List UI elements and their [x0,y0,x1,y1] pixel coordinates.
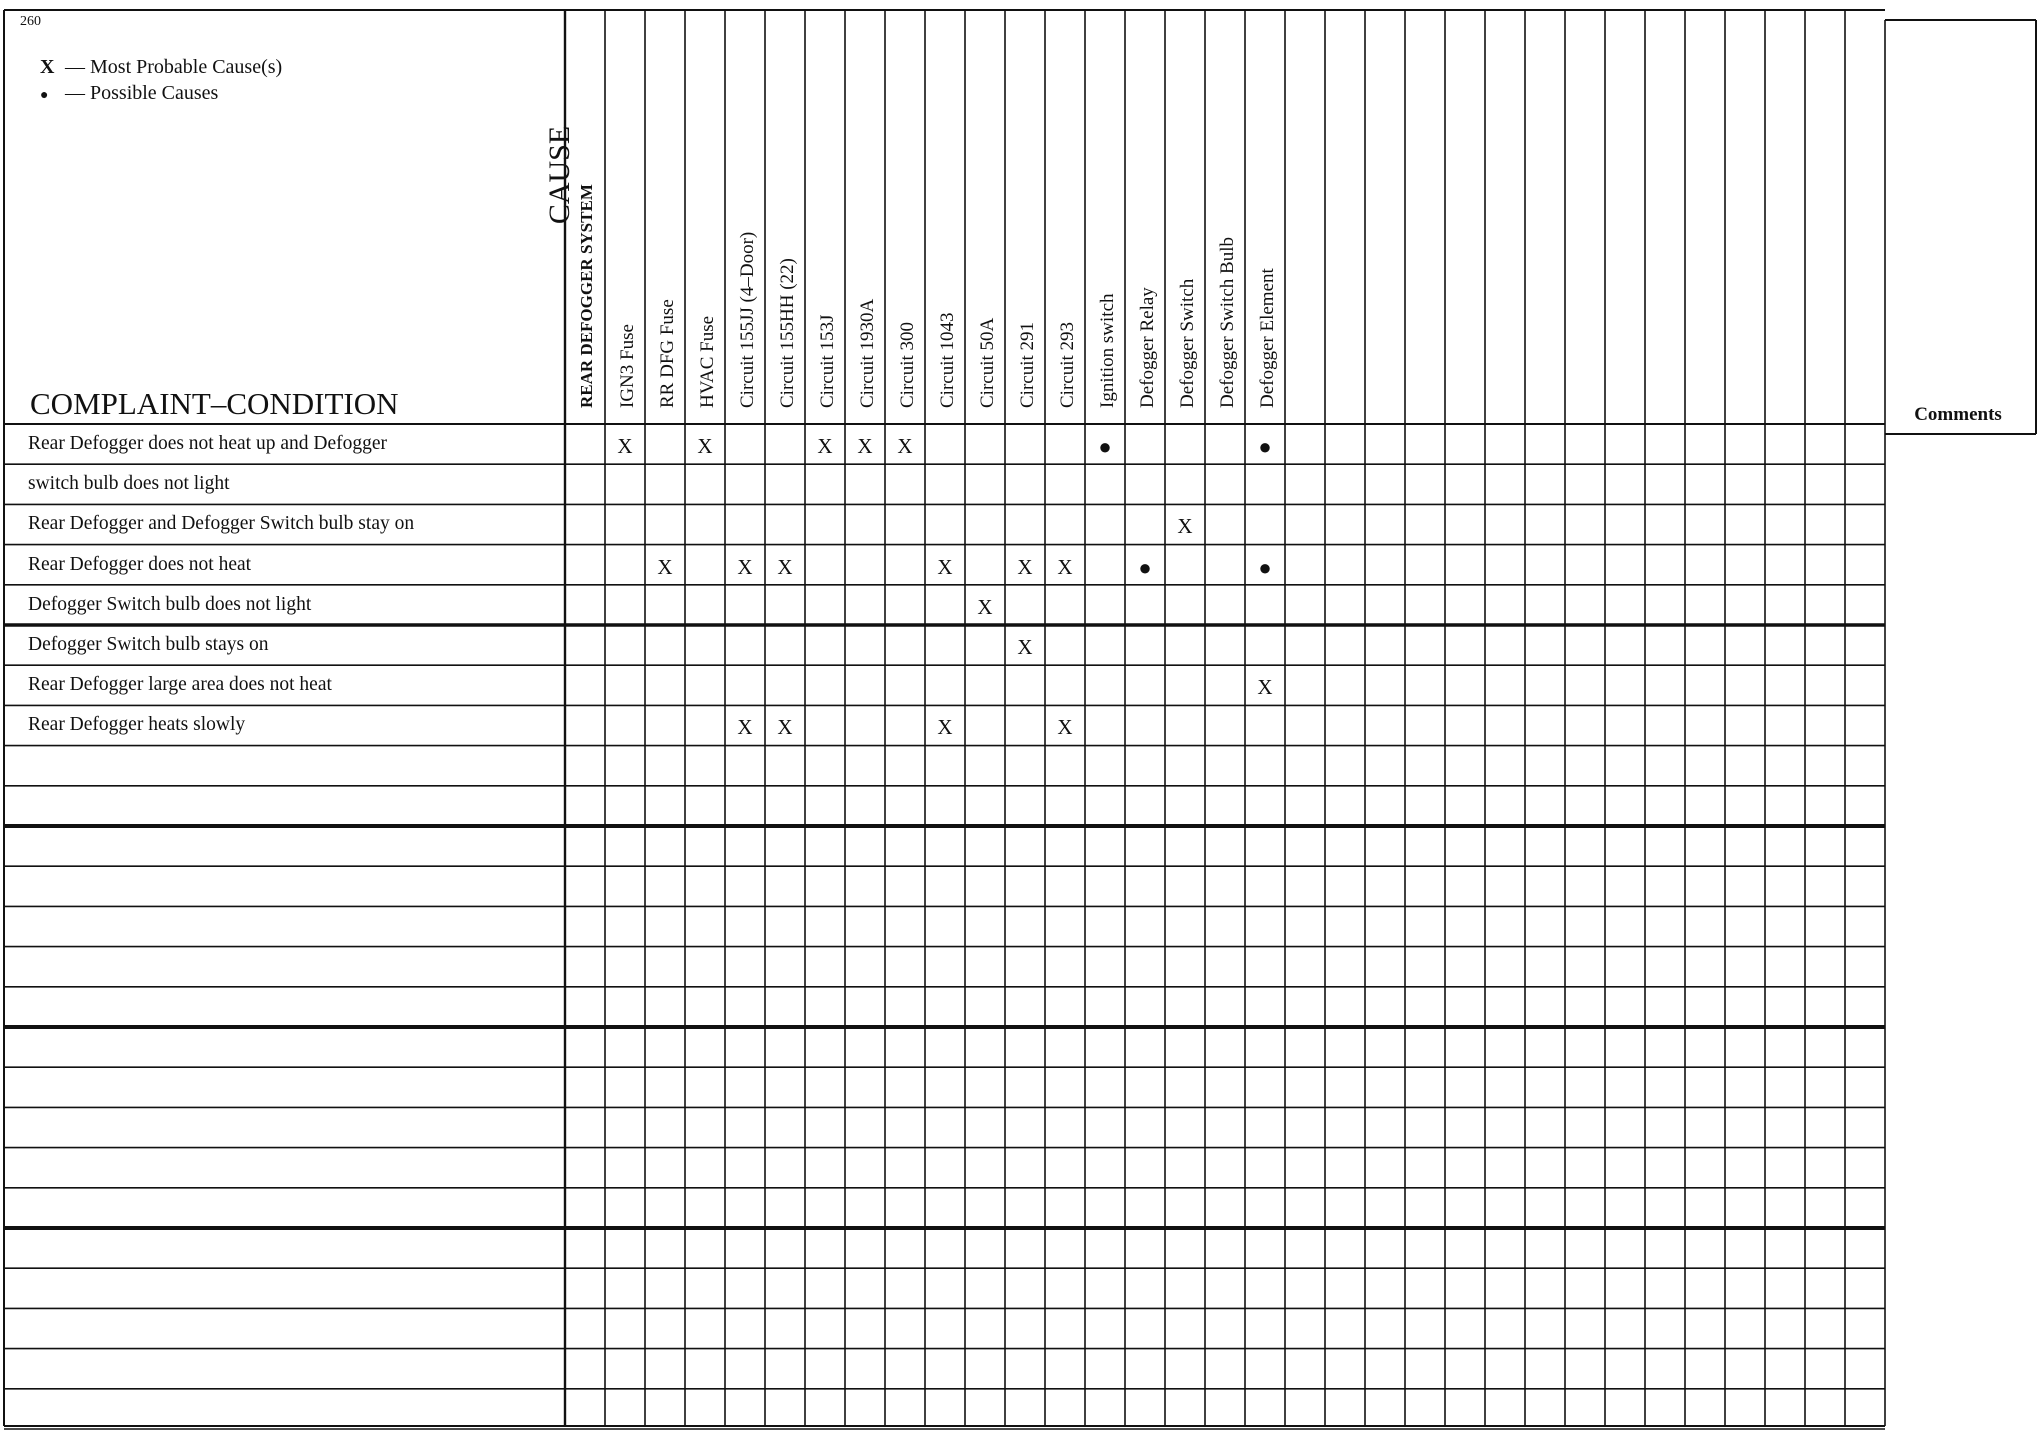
column-header-label: Circuit 155JJ (4–Door) [737,231,758,408]
probable-cause-mark: X [777,715,793,740]
legend-x-symbol: X [40,56,55,78]
complaint-condition-heading: COMPLAINT–CONDITION [30,386,399,421]
complaint-row-label: Defogger Switch bulb stays on [28,634,269,655]
probable-cause-mark: X [697,434,713,458]
column-header-label: Circuit 153J [817,314,838,408]
probable-cause-mark: X [737,554,753,579]
possible-cause-mark: ● [1258,434,1272,459]
possible-cause-mark: ● [1258,554,1272,580]
column-header-label: HVAC Fuse [697,315,718,408]
probable-cause-mark: X [1017,554,1033,579]
probable-cause-mark: X [977,594,993,619]
probable-cause-mark: X [1057,554,1073,579]
page-number: 260 [20,14,41,29]
complaint-row-label: Rear Defogger heats slowly [28,714,246,736]
column-header-label: Circuit 291 [1017,321,1038,408]
probable-cause-mark: X [737,715,753,740]
probable-cause-mark: X [1177,514,1193,539]
column-header-label: Circuit 155HH (22) [777,258,798,408]
legend-x-text: — Most Probable Cause(s) [65,56,283,78]
column-header-label: IGN3 Fuse [617,324,638,408]
complaint-row-label: Rear Defogger does not heat up and Defogger [28,433,387,454]
complaint-row-label: switch bulb does not light [28,473,230,495]
column-header-label: Circuit 293 [1057,321,1078,408]
column-header-label: Defogger Switch Bulb [1217,237,1238,408]
probable-cause-mark: X [857,434,873,458]
comments-heading: Comments [1914,404,2002,425]
complaint-row-label: Rear Defogger and Defogger Switch bulb stay on [28,513,415,535]
cause-heading: CAUSE [543,125,576,225]
complaint-row-label: Rear Defogger large area does not heat [28,674,332,696]
column-header-label: Defogger Element [1257,268,1278,408]
probable-cause-mark: X [1257,675,1273,700]
probable-cause-mark: X [937,554,953,579]
column-header-label: Circuit 1043 [937,312,958,408]
column-header-label: Ignition switch [1097,293,1118,408]
column-header-label: Circuit 50A [977,317,998,408]
legend-dot-text: — Possible Causes [65,82,219,104]
possible-cause-mark: ● [1138,554,1152,580]
probable-cause-mark: X [897,434,913,458]
legend-dot-symbol: ● [40,88,49,103]
column-header-label: Circuit 300 [897,321,918,408]
probable-cause-mark: X [817,434,833,458]
probable-cause-mark: X [657,554,673,579]
column-header-label: Defogger Switch [1177,278,1198,408]
complaint-row-label: Defogger Switch bulb does not light [28,593,312,615]
column-header-label: Circuit 1930A [857,298,878,408]
probable-cause-mark: X [617,434,633,458]
column-header-label: Defogger Relay [1137,287,1158,408]
probable-cause-mark: X [1017,635,1033,659]
probable-cause-mark: X [777,554,793,579]
complaint-row-label: Rear Defogger does not heat [28,553,252,575]
column-header-label: REAR DEFOGGER SYSTEM [577,184,596,408]
column-header-label: RR DFG Fuse [657,299,678,408]
probable-cause-mark: X [1057,715,1073,740]
probable-cause-mark: X [937,715,953,740]
possible-cause-mark: ● [1098,434,1112,459]
